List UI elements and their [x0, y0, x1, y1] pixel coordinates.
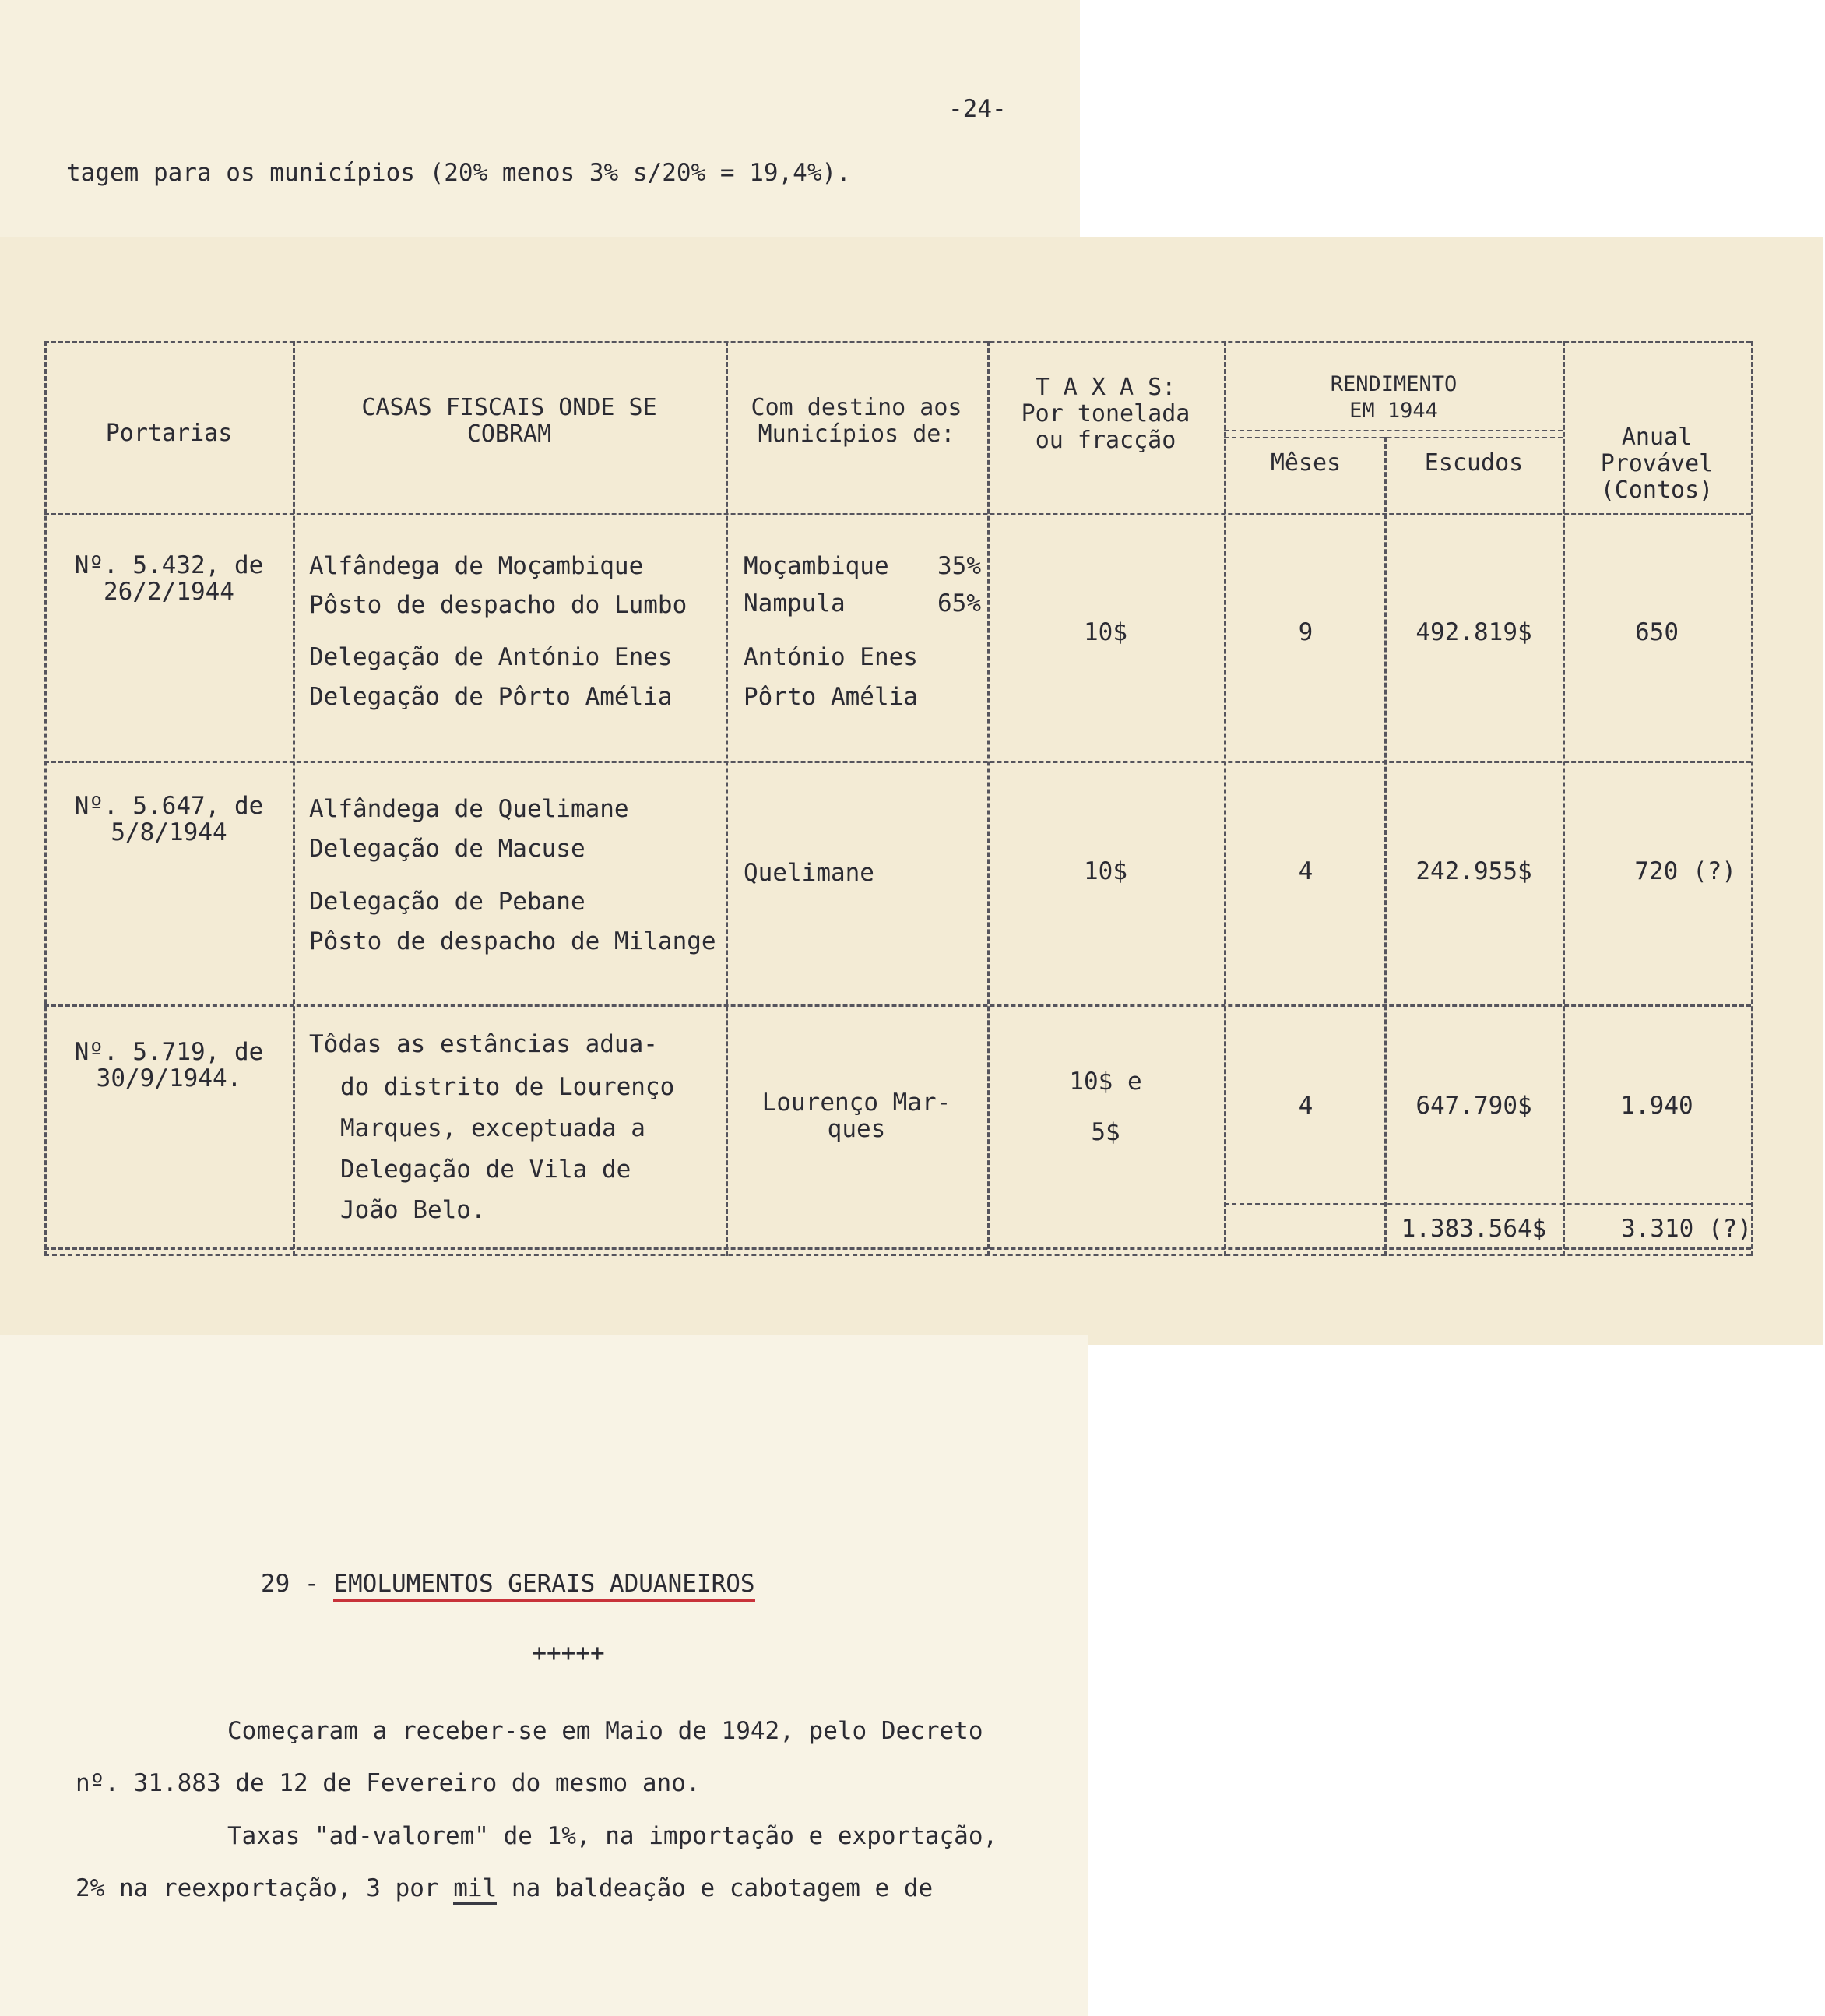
- body-line-4: [76, 1873, 933, 1904]
- row2-portaria-line2: 5/8/1944: [111, 818, 227, 846]
- header-portarias: Portarias: [105, 420, 233, 447]
- table-rule-rendimento-b: [1224, 437, 1563, 438]
- row3-casa-3: Marques, exceptuada a: [340, 1114, 645, 1142]
- table-rule-col5: [1384, 437, 1387, 1256]
- row3-destino-line1: Lourenço Mar-: [761, 1089, 951, 1117]
- header-taxas-line2: Por tonelada: [1021, 400, 1190, 427]
- row3-casa-2: do distrito de Lourenço: [340, 1073, 675, 1101]
- table-rule-col4: [1224, 341, 1226, 1256]
- row1-meses: 9: [1298, 618, 1313, 646]
- row3-taxa-line1: 10$ e: [1069, 1068, 1142, 1096]
- table-rule-col2: [726, 341, 728, 1256]
- body-line-2: nº. 31.883 de 12 de Fevereiro do mesmo ano.: [76, 1769, 701, 1797]
- header-meses: Mêses: [1270, 449, 1341, 477]
- row3-escudos: 647.790$: [1415, 1092, 1532, 1120]
- header-casas-line2: COBRAM: [466, 420, 552, 448]
- body-line-4-start: 2% na reexportação, 3 por: [76, 1874, 454, 1902]
- header-destino-line2: Municípios de:: [758, 420, 955, 448]
- row2-portaria-line1: Nº. 5.647, de: [74, 792, 264, 820]
- table-rule-col6: [1563, 341, 1565, 1256]
- row3-anual: 1.940: [1620, 1092, 1693, 1120]
- table-rule-bottom: [44, 1247, 1751, 1250]
- row2-casa-3: Delegação de Pebane: [309, 888, 585, 916]
- row2-casa-1: Alfândega de Quelimane: [309, 795, 629, 823]
- paper-sheet-top: [0, 0, 1080, 249]
- table-rule-row2: [44, 1004, 1751, 1007]
- row3-casa-1: Tôdas as estâncias adua-: [309, 1030, 658, 1058]
- row1-portaria-line1: Nº. 5.432, de: [74, 551, 264, 579]
- row1-casa-4: Delegação de Pôrto Amélia: [309, 683, 673, 711]
- row2-destino-1: Quelimane: [744, 859, 874, 887]
- table-rule-col1: [293, 341, 295, 1256]
- header-casas-line1: CASAS FISCAIS ONDE SE: [361, 394, 657, 421]
- row3-portaria-line1: Nº. 5.719, de: [74, 1038, 264, 1066]
- section-number: 29 -: [261, 1570, 319, 1598]
- table-rule-header: [44, 513, 1751, 515]
- section-title: EMOLUMENTOS GERAIS ADUANEIROS: [333, 1570, 754, 1602]
- header-taxas-line3: ou fracção: [1035, 427, 1176, 454]
- total-escudos: 1.383.564$: [1401, 1215, 1547, 1243]
- row3-casa-5: João Belo.: [340, 1196, 486, 1224]
- header-taxas-line1: T A X A S:: [1035, 374, 1176, 401]
- total-anual: 3.310 (?): [1621, 1215, 1752, 1243]
- row1-escudos: 492.819$: [1415, 618, 1532, 646]
- row1-casa-3: Delegação de António Enes: [309, 643, 673, 671]
- table-rule-col3: [987, 341, 990, 1256]
- table-rule-totals: [1224, 1203, 1751, 1205]
- table-rule-left: [44, 341, 47, 1256]
- row2-casa-4: Pôsto de despacho de Milange: [309, 927, 716, 955]
- header-rendimento-line1: RENDIMENTO: [1330, 372, 1458, 396]
- row1-destino-3: António Enes: [744, 643, 918, 671]
- body-line-4-end: na baldeação e cabotagem e de: [497, 1874, 934, 1902]
- row2-taxa: 10$: [1084, 857, 1127, 885]
- row1-destino-2: Nampula: [744, 589, 846, 617]
- row2-anual: 720 (?): [1634, 857, 1736, 885]
- row1-casa-1: Alfândega de Moçambique: [309, 552, 644, 580]
- row1-destino-4: Pôrto Amélia: [744, 683, 918, 711]
- table-rule-rendimento-a: [1224, 430, 1563, 431]
- body-line-4-underlined: mil: [453, 1874, 497, 1905]
- section-heading: [261, 1568, 755, 1599]
- row3-taxa-line2: 5$: [1091, 1118, 1120, 1146]
- row2-meses: 4: [1298, 857, 1313, 885]
- row2-casa-2: Delegação de Macuse: [309, 835, 585, 863]
- body-line-3: Taxas "ad-valorem" de 1%, na importação e exportação,: [227, 1822, 998, 1850]
- table-rule-row1: [44, 761, 1751, 763]
- row3-meses: 4: [1298, 1092, 1313, 1120]
- row1-destino-1-pct: 35%: [937, 552, 981, 580]
- row1-portaria-line2: 26/2/1944: [104, 578, 234, 606]
- table-rule-right: [1751, 341, 1753, 1256]
- header-destino-line1: Com destino aos: [751, 394, 962, 421]
- table-rule-top: [44, 341, 1751, 343]
- row1-casa-2: Pôsto de despacho do Lumbo: [309, 591, 687, 619]
- header-anual-line2: Provável: [1600, 450, 1714, 477]
- header-anual-line1: Anual: [1621, 424, 1693, 451]
- row2-escudos: 242.955$: [1415, 857, 1532, 885]
- paper-sheet-bottom: [0, 1335, 1088, 2016]
- row3-casa-4: Delegação de Vila de: [340, 1156, 631, 1184]
- row3-portaria-line2: 30/9/1944.: [96, 1064, 242, 1092]
- row1-destino-2-pct: 65%: [937, 589, 981, 617]
- row3-destino-line2: ques: [827, 1115, 886, 1143]
- table-rule-bottom-double: [44, 1254, 1751, 1256]
- header-rendimento-line2: EM 1944: [1349, 399, 1438, 423]
- header-escudos: Escudos: [1424, 449, 1524, 477]
- page-number: -24-: [948, 95, 1007, 123]
- section-separator: +++++: [532, 1639, 605, 1667]
- header-anual-line3: (Contos): [1600, 477, 1714, 504]
- row1-anual: 650: [1635, 618, 1679, 646]
- top-text-line: tagem para os municípios (20% menos 3% s/20% = 19,4%).: [66, 159, 851, 187]
- row1-destino-1: Moçambique: [744, 552, 889, 580]
- row1-taxa: 10$: [1084, 618, 1127, 646]
- body-line-1: Começaram a receber-se em Maio de 1942, pelo Decreto: [227, 1717, 983, 1745]
